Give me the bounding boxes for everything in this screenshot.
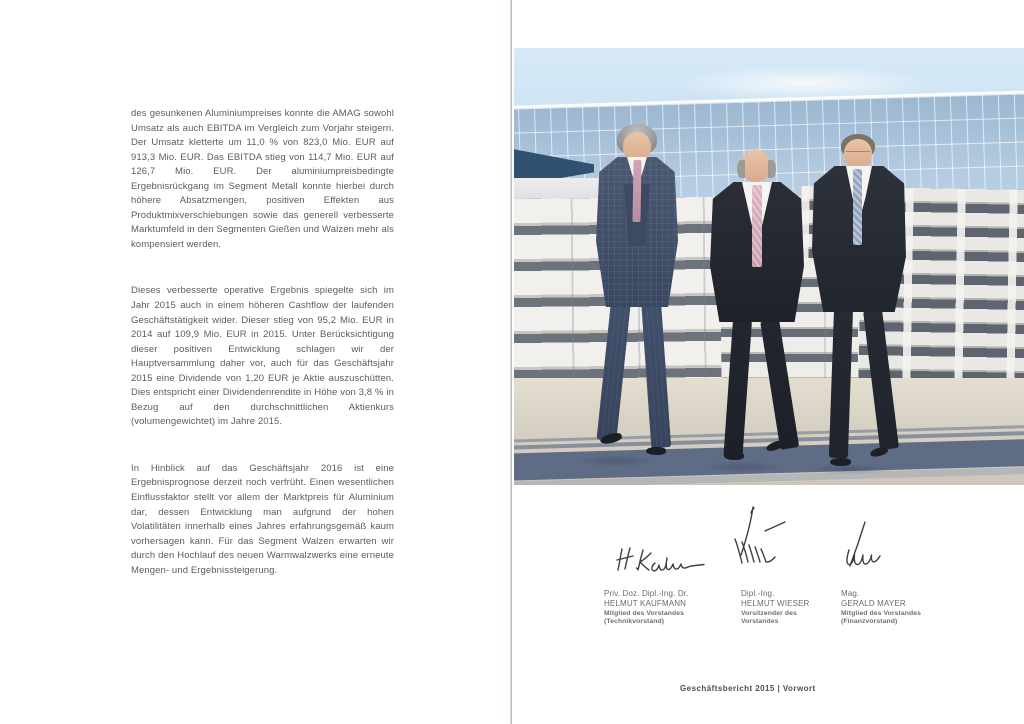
signatory-titles: Mag. — [841, 589, 860, 598]
leg — [863, 309, 899, 450]
glasses — [846, 151, 870, 156]
signatory-role: Vorsitzender des — [741, 609, 797, 617]
signatory-role: Vorstandes — [741, 617, 779, 625]
page-footer: Geschäftsbericht 2015 | Vorwort — [680, 684, 816, 693]
shoe — [646, 447, 666, 455]
shoe — [830, 458, 851, 466]
paragraph-outlook: In Hinblick auf das Geschäftsjahr 2016 ist eine Ergebnisprognose derzeit noch verfrüht. Einen wesentlichen Einflussfaktor stellt vor allem der Marktpreis für Aluminium dar, dessen Entwicklung man aufgrund der hohen Volatilitäten innerhalb eines Jahres erfahrungsgemäß kaum vorhersagen kann. Für das Segment Walzen erwarten wir durch den Hochlauf des neuen Warmwalzwerks eine erneute Mengen- und Ergebnissteigerung. — [131, 462, 394, 576]
tie — [853, 169, 862, 245]
executive-helmut-wieser — [710, 148, 804, 470]
signatory-block-mayer — [841, 589, 961, 626]
shoe — [724, 452, 744, 460]
paragraph-cashflow-dividend: Dieses verbesserte operative Ergebnis spiegelte sich im Jahr 2015 auch in einem höheren Cashflow der laufenden Geschäftstätigkeit wider. Dieser stieg von 95,2 Mio. EUR in 2014 auf 109,9 Mio. EUR in 2015. Unter Berücksichtigung dieser positiven Entwicklung schlagen wir der Hauptversammlung daher vor, auch für das Geschäftsjahr 2015 eine Dividende von 1,20 EUR je Aktie auszuschütten. Dies entspricht einer Dividendenrendite in Höhe von 3,8 % in Bezug auf den durchschnittlichen Aktienkurs (volumengewichtet) im Jahre 2015. — [131, 285, 394, 428]
board-members-photo — [514, 48, 1024, 485]
signature-helmut-kaufmann — [615, 543, 707, 577]
shoe — [765, 439, 785, 453]
signatory-role: (Technikvorstand) — [604, 617, 665, 625]
leg — [829, 310, 853, 459]
left-page-text-column — [131, 107, 394, 610]
hair — [737, 160, 745, 178]
signatory-titles: Dipl.-Ing. — [741, 589, 775, 598]
paragraph-results: des gesunkenen Aluminiumpreises konnte die AMAG sowohl Umsatz als auch EBITDA im Vergleich zum Vorjahr steigern. Der Umsatz kletterte um 11,0 % von 823,0 Mio. EUR auf 913,3 Mio. EUR. Das EBITDA stieg von 114,7 Mio. EUR auf 126,7 Mio. EUR. Der aluminiumpreisbedingte Ergebnisrückgang im Segment Metall konnte hierbei durch höhere Absatzmengen, positiven Effekten aus Produktmixverschiebungen sowie das generell verbesserte Marktumfeld in den Segmenten Gießen und Walzen mehr als kompensiert werden. — [131, 108, 394, 250]
signatory-titles: Priv. Doz. Dipl.-Ing. Dr. — [604, 589, 689, 598]
leg — [723, 319, 752, 458]
tie — [752, 185, 762, 267]
executive-helmut-kaufmann — [594, 124, 680, 462]
tie — [632, 160, 641, 222]
executive-gerald-mayer — [808, 134, 910, 470]
head — [741, 150, 771, 182]
shoe — [869, 446, 889, 459]
leg — [596, 300, 631, 441]
signature-gerald-mayer — [835, 520, 885, 574]
hair — [768, 160, 776, 178]
leg — [641, 300, 671, 448]
signatory-role: Mitglied des Vorstandes — [604, 609, 684, 617]
signatory-name: HELMUT WIESER — [741, 598, 810, 608]
leg — [760, 319, 799, 450]
signatory-name: GERALD MAYER — [841, 598, 906, 608]
signatory-block-kaufmann — [604, 589, 724, 626]
signature-helmut-wieser — [727, 505, 789, 575]
signatory-name: HELMUT KAUFMANN — [604, 598, 687, 608]
page-spine-divider — [510, 0, 512, 724]
signatory-role: Mitglied des Vorstandes — [841, 609, 921, 617]
signatory-role: (Finanzvorstand) — [841, 617, 898, 625]
